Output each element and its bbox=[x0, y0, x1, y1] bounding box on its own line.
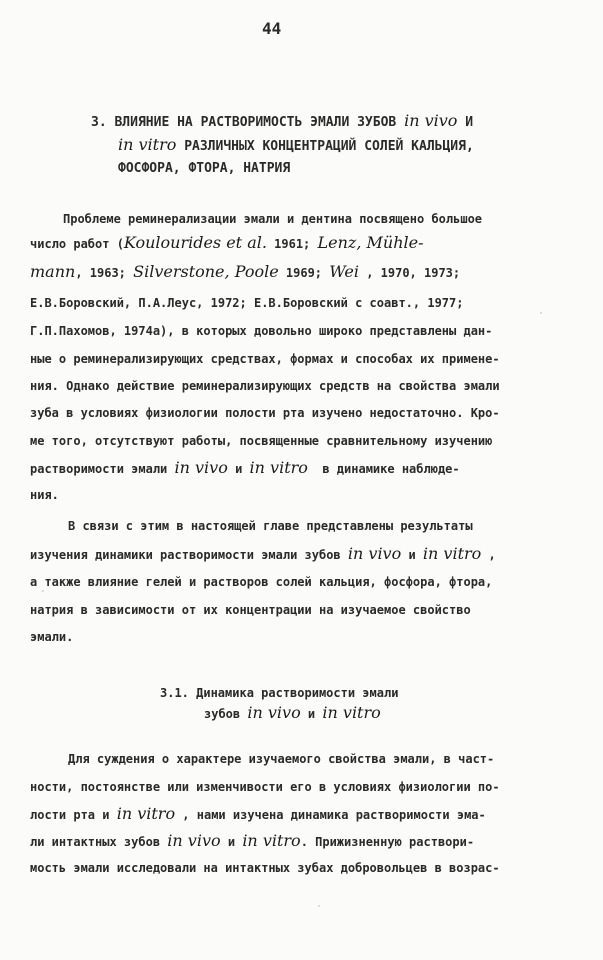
paragraph-2-line-4: натрия в зависимости от их концентрации на изучаемое свойство bbox=[30, 603, 471, 617]
handwritten-in-vivo: in vivo bbox=[174, 458, 228, 477]
paragraph-1-line-6: ные о реминерализирующих средствах, формах и способах их примене- bbox=[30, 352, 500, 366]
paragraph-1-line-8: зуба в условиях физиологии полости рта изучено недостаточно. Кро- bbox=[30, 406, 500, 420]
handwritten-citation: Lenz, Mühle- bbox=[317, 233, 424, 252]
paragraph-2-line-1: В связи с этим в настоящей главе представлены результаты bbox=[68, 519, 473, 533]
paragraph-3-line-1: Для суждения о характере изучаемого свойства эмали, в част- bbox=[68, 752, 495, 766]
handwritten-in-vitro: in vitro bbox=[249, 458, 308, 477]
paragraph-1-line-2: число работ (Koulourides et al. 1961; Lenz, Mühle- bbox=[30, 233, 424, 252]
section-heading-line-1: 3. ВЛИЯНИЕ НА РАСТВОРИМОСТЬ ЭМАЛИ ЗУБОВ in vivo И bbox=[91, 111, 474, 130]
handwritten-in-vitro: in vitro bbox=[116, 804, 176, 823]
handwritten-in-vitro: in vitro bbox=[322, 703, 381, 722]
section-heading-line-3: ФОСФОРА, ФТОРА, НАТРИЯ bbox=[118, 161, 291, 176]
scan-speck bbox=[318, 905, 320, 907]
paragraph-3-line-5: мость эмали исследовали на интактных зубах добровольцев в возрас- bbox=[30, 861, 500, 875]
paragraph-1-line-4: Е.В.Боровский, П.А.Леус, 1972; Е.В.Боровский с соавт., 1977; bbox=[30, 296, 464, 310]
handwritten-citation: Silverstone, Poole bbox=[133, 262, 279, 281]
handwritten-citation: Koulourides et al. bbox=[123, 233, 267, 252]
handwritten-citation: Wei bbox=[329, 262, 359, 281]
paragraph-1-line-11: ния. bbox=[30, 488, 59, 502]
paragraph-1-line-7: ния. Однако действие реминерализирующих средств на свойства эмали bbox=[30, 379, 500, 393]
handwritten-in-vivo: in vivo bbox=[247, 703, 301, 722]
handwritten-in-vivo: in vivo bbox=[167, 831, 221, 850]
handwritten-in-vitro: in vitro bbox=[422, 544, 482, 563]
handwritten-in-vivo: in vivo bbox=[347, 544, 402, 563]
scan-speck bbox=[42, 590, 44, 592]
paragraph-1-line-3: mann, 1963; Silverstone, Poole 1969; Wei , 1970, 1973; bbox=[30, 262, 461, 281]
paragraph-3-line-4: ли интактных зубов in vivo и in vitro. Прижизненную раствори- bbox=[30, 831, 475, 850]
page-number: 44 bbox=[262, 19, 282, 38]
scan-speck bbox=[540, 312, 542, 314]
paragraph-3-line-3: лости рта и in vitro , нами изучена динамика растворимости эма- bbox=[30, 804, 486, 823]
handwritten-in-vivo: in vivo bbox=[404, 111, 458, 130]
handwritten-in-vitro: in vitro bbox=[242, 831, 301, 850]
paragraph-1-line-10: растворимости эмали in vivo и in vitro в динамике наблюде- bbox=[30, 458, 460, 477]
paragraph-1-line-5: Г.П.Пахомов, 1974а), в которых довольно широко представлены дан- bbox=[30, 324, 493, 338]
subsection-heading-line-2: зубов in vivo и in vitro bbox=[204, 703, 381, 722]
handwritten-in-vitro: in vitro bbox=[118, 135, 177, 154]
paragraph-2-line-5: эмали. bbox=[30, 630, 74, 644]
paragraph-3-line-2: ности, постоянстве или изменчивости его в условиях физиологии по- bbox=[30, 780, 500, 794]
section-heading-line-2: in vitro РАЗЛИЧНЫХ КОНЦЕНТРАЦИЙ СОЛЕЙ КАЛЬЦИЯ, bbox=[118, 135, 474, 154]
handwritten-citation: mann bbox=[30, 262, 76, 281]
paragraph-1-line-9: ме того, отсутствуют работы, посвященные сравнительному изучению bbox=[30, 434, 493, 448]
paragraph-2-line-2: изучения динамики растворимости эмали зубов in vivo и in vitro , bbox=[30, 544, 496, 563]
paragraph-1-line-1: Проблеме реминерализации эмали и дентина посвящено большое bbox=[63, 212, 483, 226]
paragraph-2-line-3: а также влияние гелей и растворов солей кальция, фосфора, фтора, bbox=[30, 575, 493, 589]
subsection-heading-line-1: 3.1. Динамика растворимости эмали bbox=[160, 686, 399, 700]
